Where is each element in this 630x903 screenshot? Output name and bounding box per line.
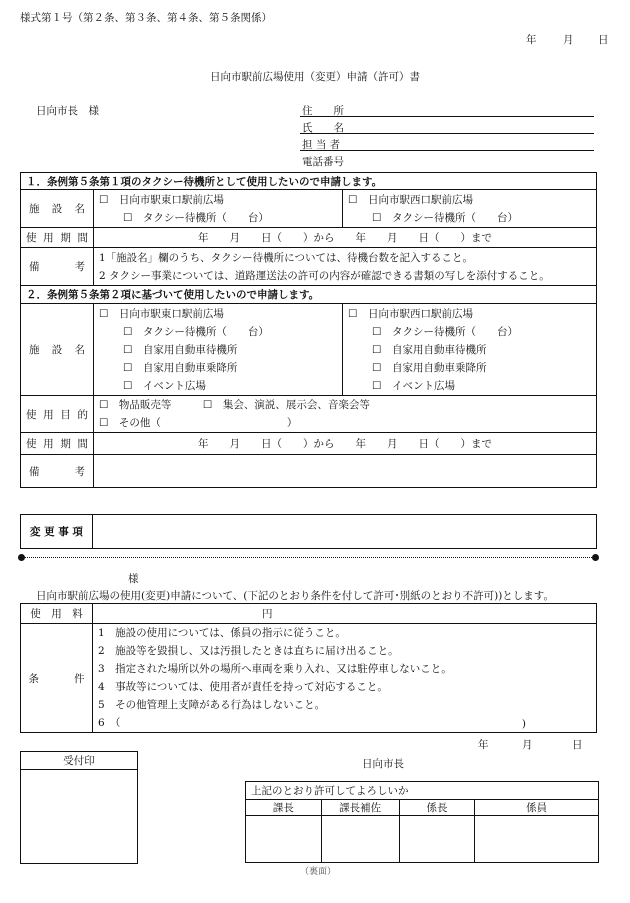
s1-west-cell[interactable]: ☐ 日向市駅西口駅前広場 ☐ タクシー待機所（ 台） <box>343 190 597 228</box>
approval-date-month: 月 <box>522 739 533 751</box>
cutline <box>22 557 594 558</box>
date-year: 年 <box>526 34 537 46</box>
s2-remarks-field[interactable] <box>94 455 597 488</box>
s2-purpose-cell[interactable]: ☐ 物品販売等 ☐ 集会、演説、展示会、音楽会等 ☐ その他（ ） <box>94 396 597 433</box>
condition-item: 4 事故等については、使用者が責任を持って対応すること。 <box>97 681 388 693</box>
section1-heading: １．条例第５条第１項のタクシー待機所として使用したいので申請します。 <box>21 173 597 190</box>
change-field[interactable] <box>92 515 596 549</box>
application-table <box>20 172 597 488</box>
s1-period-label: 使 用 期 間 <box>21 228 94 248</box>
col-subsection-chief: 係長 <box>399 800 475 816</box>
conditions-list <box>92 624 596 733</box>
staff-line[interactable] <box>300 150 594 151</box>
fee-field[interactable] <box>92 604 596 624</box>
approval-date-day: 日 <box>572 739 583 751</box>
name-line[interactable] <box>300 133 594 134</box>
approval-stamp-box <box>245 781 599 863</box>
stamp-staff[interactable] <box>475 816 599 863</box>
s1-east-cell[interactable]: ☐ 日向市駅東口駅前広場 ☐ タクシー待機所（ 台） <box>94 190 343 228</box>
approval-date-year: 年 <box>478 739 489 751</box>
section2-heading: ２．条例第５条第２項に基づいて使用したいので申請します。 <box>21 286 597 304</box>
condition-item: 6 （ <box>97 717 121 729</box>
tel-label: 電話番号 <box>302 156 344 168</box>
col-staff: 係員 <box>475 800 599 816</box>
s1-facility-label: 施 設 名 <box>21 190 94 228</box>
col-section-chief: 課長 <box>246 800 322 816</box>
change-table <box>20 514 597 549</box>
date-day: 日 <box>598 34 609 46</box>
s2-purpose-label: 使 用 目 的 <box>21 396 94 433</box>
change-label: 変 更 事 項 <box>21 515 93 549</box>
receipt-stamp-area[interactable] <box>21 770 138 864</box>
approval-text: 日向市駅前広場の使用(変更)申請について、(下記のとおり条件を付して許可･別紙のとおり不許可))とします。 <box>36 590 554 602</box>
condition-item: 2 施設等を毀損し、又は汚損したときは直ちに届け出ること。 <box>97 645 399 657</box>
address-line[interactable] <box>300 116 594 117</box>
fee-unit: 円 <box>261 608 273 620</box>
address-label: 住 所 <box>302 105 344 117</box>
footer-note: （裏面） <box>300 867 337 877</box>
s2-facility-label: 施 設 名 <box>21 304 94 396</box>
form-number: 様式第１号（第２条、第３条、第４条、第５条関係） <box>20 12 272 24</box>
condition-item: 1 施設の使用については、係員の指示に従うこと。 <box>97 627 346 639</box>
condition-item: 5 その他管理上支障がある行為はしないこと。 <box>97 699 326 711</box>
s2-period-field[interactable]: 年 月 日（ ）から 年 月 日（ ）まで <box>94 433 597 455</box>
stamp-deputy-chief[interactable] <box>321 816 399 863</box>
stamp-subsection-chief[interactable] <box>399 816 475 863</box>
s2-west-cell[interactable]: ☐ 日向市駅西口駅前広場 ☐ タクシー待機所（ 台） ☐ 自家用自動車待機所 ☐ 自家用自動車乗降所 ☐ イベント広場 <box>343 304 597 396</box>
approval-recipient: 様 <box>128 573 139 585</box>
s1-period-field[interactable]: 年 月 日（ ）から 年 月 日（ ）まで <box>94 228 597 248</box>
s2-remarks-label: 備 考 <box>21 455 94 488</box>
approval-table <box>20 603 597 733</box>
s1-remarks-label: 備 考 <box>21 248 94 286</box>
receipt-stamp-box <box>20 751 138 864</box>
date-month: 月 <box>563 34 574 46</box>
s2-east-cell[interactable]: ☐ 日向市駅東口駅前広場 ☐ タクシー待機所（ 台） ☐ 自家用自動車待機所 ☐ 自家用自動車乗降所 ☐ イベント広場 <box>94 304 343 396</box>
fee-label: 使 用 料 <box>21 604 93 624</box>
name-label: 氏 名 <box>302 122 344 134</box>
approval-caption: 上記のとおり許可してよろしいか <box>246 782 599 800</box>
conditions-label: 条 件 <box>21 624 93 733</box>
receipt-label: 受付印 <box>21 752 138 770</box>
mayor-label: 日向市長 <box>362 758 404 770</box>
document-title: 日向市駅前広場使用（変更）申請（許可）書 <box>210 71 420 83</box>
s2-period-label: 使 用 期 間 <box>21 433 94 455</box>
condition-6-close: ) <box>521 718 526 730</box>
staff-label: 担 当 者 <box>302 139 341 151</box>
addressee: 日向市長 様 <box>36 105 99 117</box>
col-deputy-chief: 課長補佐 <box>321 800 399 816</box>
condition-item: 3 指定された場所以外の場所へ車両を乗り入れ、又は駐停車しないこと。 <box>97 663 452 675</box>
s1-remarks: 1「施設名」欄のうち、タクシー待機所については、待機台数を記入すること。 2 タクシー事業については、道路運送法の許可の内容が確認できる書類の写しを添付すること。 <box>94 248 597 286</box>
stamp-section-chief[interactable] <box>246 816 322 863</box>
cutline-right-dot <box>592 554 599 561</box>
